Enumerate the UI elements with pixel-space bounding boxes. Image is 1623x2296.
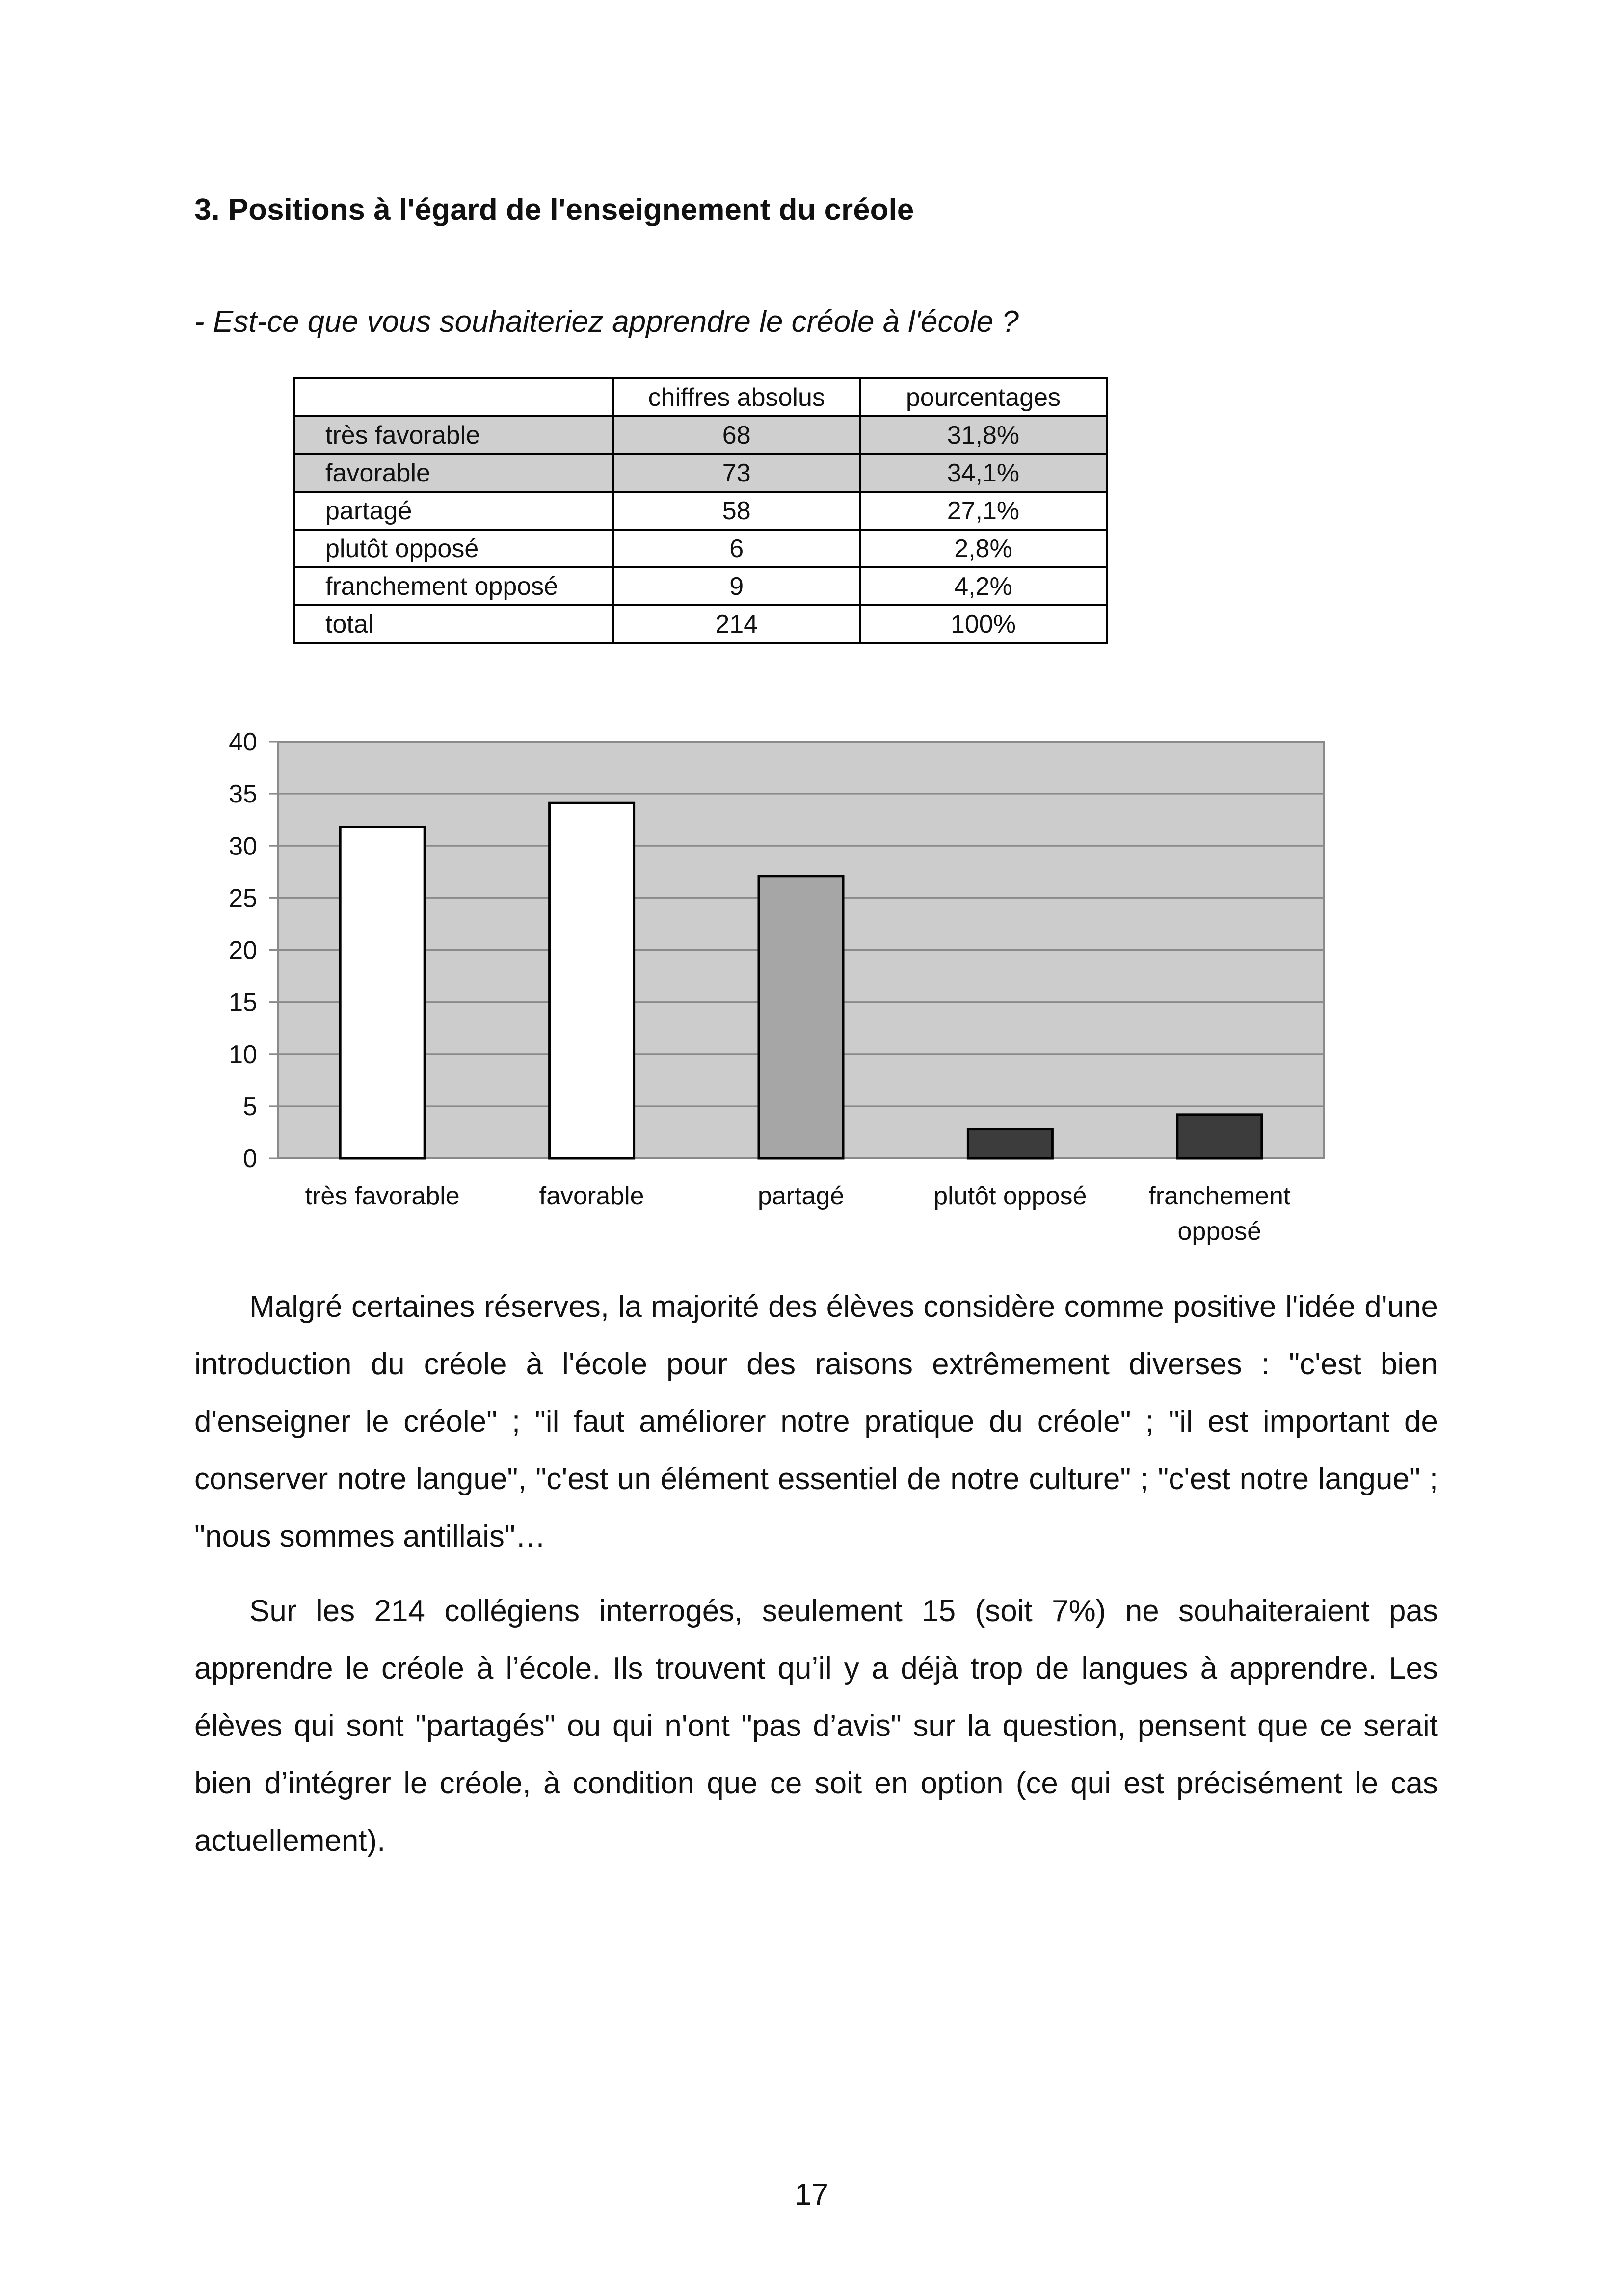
row-label: favorable xyxy=(294,454,613,492)
table-header-cell: chiffres absolus xyxy=(613,378,860,416)
bar xyxy=(340,827,425,1158)
row-percent: 31,8% xyxy=(860,416,1107,454)
row-label: franchement opposé xyxy=(294,567,613,605)
table-header-cell: pourcentages xyxy=(860,378,1107,416)
y-tick-label: 30 xyxy=(229,832,257,861)
bar xyxy=(968,1129,1052,1158)
y-tick-label: 20 xyxy=(229,936,257,965)
x-category-label: partagé xyxy=(757,1182,845,1210)
paragraph: Malgré certaines réserves, la majorité des élèves considère comme positive l'idée d'une introduction du créole à l'école pour des raisons extrêmement diverses : "c'est bien d'enseigner le créole" ; "il faut améliorer notre pratique du créole" ; "il est important de conserver notre langue", "c'est un élément essentiel de notre culture" ; "c'est notre langue" ; "nous sommes antillais"… xyxy=(194,1290,1438,1553)
row-label: partagé xyxy=(294,492,613,530)
page-number: 17 xyxy=(795,2178,828,2212)
y-tick-label: 10 xyxy=(229,1040,257,1069)
y-tick-label: 15 xyxy=(229,988,257,1017)
row-percent: 100% xyxy=(860,605,1107,643)
row-label: très favorable xyxy=(294,416,613,454)
section-heading: 3. Positions à l'égard de l'enseignement du créole xyxy=(194,193,914,227)
x-category-label: franchement xyxy=(1148,1182,1291,1210)
row-count: 9 xyxy=(613,567,860,605)
row-label: plutôt opposé xyxy=(294,530,613,567)
row-count: 58 xyxy=(613,492,860,530)
bar xyxy=(1177,1115,1262,1158)
row-percent: 4,2% xyxy=(860,567,1107,605)
row-percent: 34,1% xyxy=(860,454,1107,492)
row-percent: 2,8% xyxy=(860,530,1107,567)
y-tick-label: 35 xyxy=(229,780,257,809)
x-category-label: très favorable xyxy=(305,1182,460,1210)
y-tick-label: 40 xyxy=(229,728,257,756)
bar xyxy=(759,876,843,1158)
y-tick-label: 25 xyxy=(229,884,257,913)
row-count: 73 xyxy=(613,454,860,492)
x-category-label: favorable xyxy=(539,1182,644,1210)
y-tick-label: 0 xyxy=(243,1145,257,1173)
survey-question: - Est-ce que vous souhaiteriez apprendre le créole à l'école ? xyxy=(194,305,1019,339)
bar xyxy=(550,803,634,1158)
x-category-label: plutôt opposé xyxy=(933,1182,1087,1210)
row-count: 214 xyxy=(613,605,860,643)
row-label: total xyxy=(294,605,613,643)
paragraph: Sur les 214 collégiens interrogés, seulement 15 (soit 7%) ne souhaiteraient pas apprendre le créole à l’école. Ils trouvent qu’il y a déjà trop de langues à apprendre. Les élèves qui sont "partagés" ou qui n'ont "pas d’avis" sur la question, pensent que ce serait bien d’intégrer le créole, à condition que ce soit en option (ce qui est précisément le cas actuellement). xyxy=(194,1594,1438,1858)
row-percent: 27,1% xyxy=(860,492,1107,530)
row-count: 6 xyxy=(613,530,860,567)
y-tick-label: 5 xyxy=(243,1092,257,1121)
row-count: 68 xyxy=(613,416,860,454)
x-category-label: opposé xyxy=(1177,1217,1262,1246)
